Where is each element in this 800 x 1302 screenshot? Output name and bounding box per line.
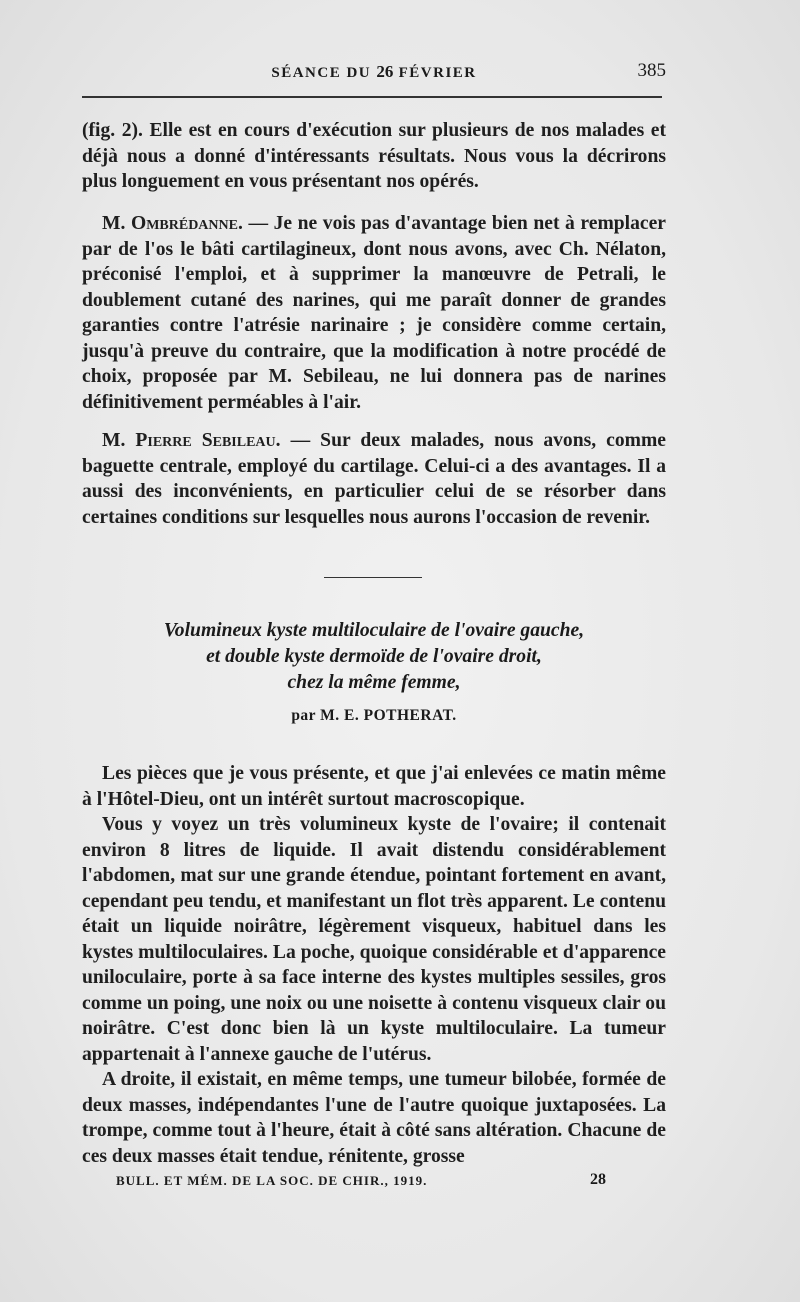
- article-title: Volumineux kyste multiloculaire de l'ovaire gauche, et double kyste dermoïde de l'ovaire droit, chez la même femme,: [163, 620, 585, 693]
- speaker-name: Ombrédanne: [130, 213, 238, 234]
- header-title: SÉANCE DU 26 FÉVRIER: [271, 62, 477, 81]
- article-author: par M. E. POTHERAT.: [291, 707, 457, 724]
- header-rule: [82, 96, 662, 98]
- speaker-name: Pierre Sebileau: [135, 430, 276, 451]
- article-body: [82, 761, 666, 1169]
- paragraph: Vous y voyez un très volumineux kyste de l'ovaire; il contenait environ 8 litres de liquide. Il avait distendu considérablement l'abdomen, mat sur une grande étendue, pointant fortement en avant, cependant peu tendu, et manifestant un flot très apparent. Le contenu était un liquide noirâtre, légèrement visqueux, habituel dans les kystes multiloculaires. La poche, quoique considérable et d'apparence uniloculaire, porte à sa face interne des kystes multiples sessiles, gros comme un poing, une noix ou une noisette à contenu visqueux clair ou noirâtre. C'est donc bien là un kyste multiloculaire. La tumeur appartenait à l'annexe gauche de l'utérus.: [82, 814, 666, 1065]
- signature-mark: 28: [590, 1171, 606, 1188]
- paragraph-fig2-continuation: (fig. 2). Elle est en cours d'exécution sur plusieurs de nos malades et déjà nous a donné d'intéressants résultats. Nous vous la décrirons plus longuement en vous présentant nos opérés.: [82, 120, 666, 192]
- paragraph: Les pièces que je vous présente, et que j'ai enlevées ce matin même à l'Hôtel-Dieu, ont un intérêt surtout macroscopique.: [82, 763, 666, 810]
- footer-citation: BULL. ET MÉM. DE LA SOC. DE CHIR., 1919.: [116, 1173, 428, 1188]
- paragraph-ombredanne: M. Ombrédanne. — Je ne vois pas d'avantage bien net à remplacer par de l'os le bâti cartilagineux, dont nous avons, avec Ch. Nélaton, préconisé l'emploi, et à supprimer la manœuvre de Petrali, le doublement cutané des narines, qui me paraît donner de grandes garanties contre l'atrésie narinaire ; je considère comme certain, jusqu'à preuve du contraire, que la modification à notre procédé de choix, proposée par M. Sebileau, ne lui donnera pas de narines définitivement perméables à l'air.: [82, 213, 666, 413]
- page-footer: [116, 1173, 606, 1189]
- running-header: [82, 60, 666, 84]
- paragraph-sebileau: M. Pierre Sebileau. — Sur deux malades, nous avons, comme baguette centrale, employé du cartilage. Celui-ci a des avantages. Il a aussi des inconvénients, en particulier celui de se résorber dans certaines conditions sur lesquelles nous aurons l'occasion de revenir.: [82, 430, 666, 528]
- page-number: 385: [637, 60, 666, 81]
- section-separator: [324, 577, 422, 578]
- paragraph: A droite, il existait, en même temps, une tumeur bilobée, formée de deux masses, indépendantes l'une de l'autre quoique juxtaposées. La trompe, comme tout à l'heure, était à côté sans altération. Chacune de ces deux masses était tendue, rénitente, grosse: [82, 1069, 666, 1167]
